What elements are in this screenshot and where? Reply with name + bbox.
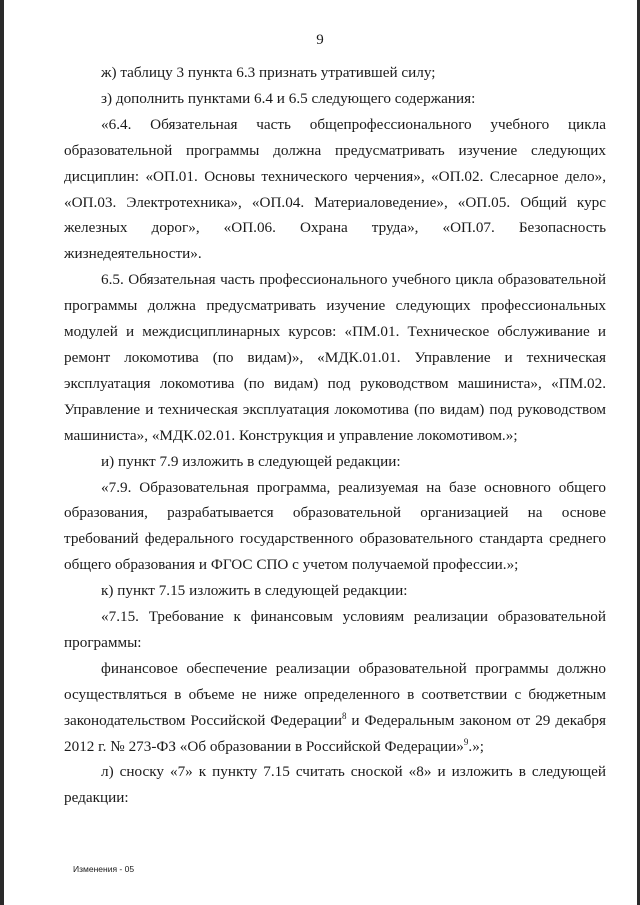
paragraph-z: з) дополнить пунктами 6.4 и 6.5 следующего содержания: xyxy=(101,89,476,107)
financing-text-c: .»; xyxy=(468,737,485,755)
paragraph-i: и) пункт 7.9 изложить в следующей редакции: xyxy=(101,452,401,470)
paragraph-l: л) сноску «7» к пункту 7.15 считать сноской «8» и изложить в следующей редакции: xyxy=(64,763,606,807)
footnote-ref-9: 9 xyxy=(463,736,469,747)
paragraph-k: к) пункт 7.15 изложить в следующей редакции: xyxy=(101,582,408,600)
page-number: 9 xyxy=(316,32,324,48)
paragraph-6-5: 6.5. Обязательная часть профессионального учебного цикла образовательной программы должна предусматривать изучение следующих профессиональных модулей и междисциплинарных курсов: «ПМ.01. Техническое обслуживание и ремонт локомотива (по видам)», «МДК.01.01. Управление и техническая эксплуатация локомотива (по видам) под руководством машиниста», «ПМ.02. Управление и техническая эксплуатация локомотива (по видам) под руководством машиниста», «МДК.02.01. Конструкция и управление локомотивом.»; xyxy=(64,271,606,444)
paragraph-financing xyxy=(64,656,606,760)
footer-label: Изменения - 05 xyxy=(73,864,135,874)
paragraph-6-4: «6.4. Обязательная часть общепрофессионального учебного цикла образовательной программы должна предусматривать изучение следующих дисциплин: «ОП.01. Основы технического черчения», «ОП.02. Слесарное дело», «ОП.03. Электротехника», «ОП.04. Материаловедение», «ОП.05. Общий курс железных дорог», «ОП.06. Охрана труда», «ОП.07. Безопасность жизнедеятельности». xyxy=(64,115,606,263)
paragraph-7-9: «7.9. Образовательная программа, реализуемая на базе основного общего образования, разрабатывается образовательной организацией на основе требований федерального государственного образовательного стандарта среднего общего образования и ФГОС СПО с учетом получаемой профессии.»; xyxy=(64,478,606,574)
financing-text-b: и Федеральным законом от 29 декабря 2012 г. № 273-ФЗ «Об образовании в Российской Федерации» xyxy=(64,711,606,755)
footnote-ref-8: 8 xyxy=(341,710,347,721)
financing-text-a: финансовое обеспечение реализации образовательной программы должно осуществляться в объеме не ниже определенного в соответствии с бюджетным законодательством Российской Федерации xyxy=(64,659,606,729)
scan-left-edge xyxy=(0,0,4,905)
paragraph-zh: ж) таблицу 3 пункта 6.3 признать утратившей силу; xyxy=(101,64,436,81)
paragraph-7-15: «7.15. Требование к финансовым условиям реализации образовательной программы: xyxy=(64,608,606,651)
document-body xyxy=(64,60,606,811)
